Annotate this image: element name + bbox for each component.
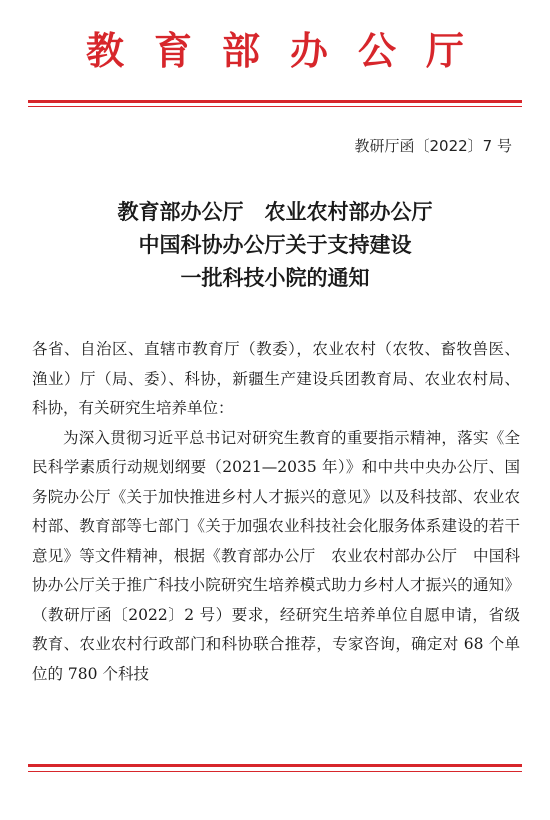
- header-red-rule-thin: [28, 106, 522, 107]
- title-line-3: 一批科技小院的通知: [180, 265, 370, 290]
- document-title: [0, 195, 550, 294]
- title-line-1: 教育部办公厅 农业农村部办公厅: [117, 199, 433, 224]
- body-paragraph: 为深入贯彻习近平总书记对研究生教育的重要指示精神，落实《全民科学素质行动规划纲要（2021—2035 年）》和中共中央办公厅、国务院办公厅《关于加快推进乡村人才振兴的意见》以及科技部、农业农村部、教育部等七部门《关于加强农业科技社会化服务体系建设的若干意见》等文件精神，根据《教育部办公厅 农业农村部办公厅 中国科协办公厅关于推广科技小院研究生培养模式助力乡村人才振兴的通知》（教研厅函〔2022〕2 号）要求，经研究生培养单位自愿申请，省级教育、农业农村行政部门和科协联合推荐，专家咨询，确定对 68 个单位的 780 个科技: [32, 428, 520, 683]
- header-red-rule-thick: [28, 100, 522, 103]
- footer-red-rule-thick: [28, 764, 522, 767]
- title-line-2: 中国科协办公厅关于支持建设: [138, 232, 412, 257]
- issuing-office-header: 教育部办公厅: [85, 28, 494, 73]
- document-body: [32, 335, 520, 689]
- document-number: 教研厅函〔2022〕7 号: [354, 137, 512, 155]
- addressee-paragraph: 各省、自治区、直辖市教育厅（教委），农业农村（农牧、畜牧兽医、渔业）厅（局、委）、科协，新疆生产建设兵团教育局、农业农村局、科协，有关研究生培养单位：: [32, 340, 520, 417]
- footer-red-rule-thin: [28, 771, 522, 772]
